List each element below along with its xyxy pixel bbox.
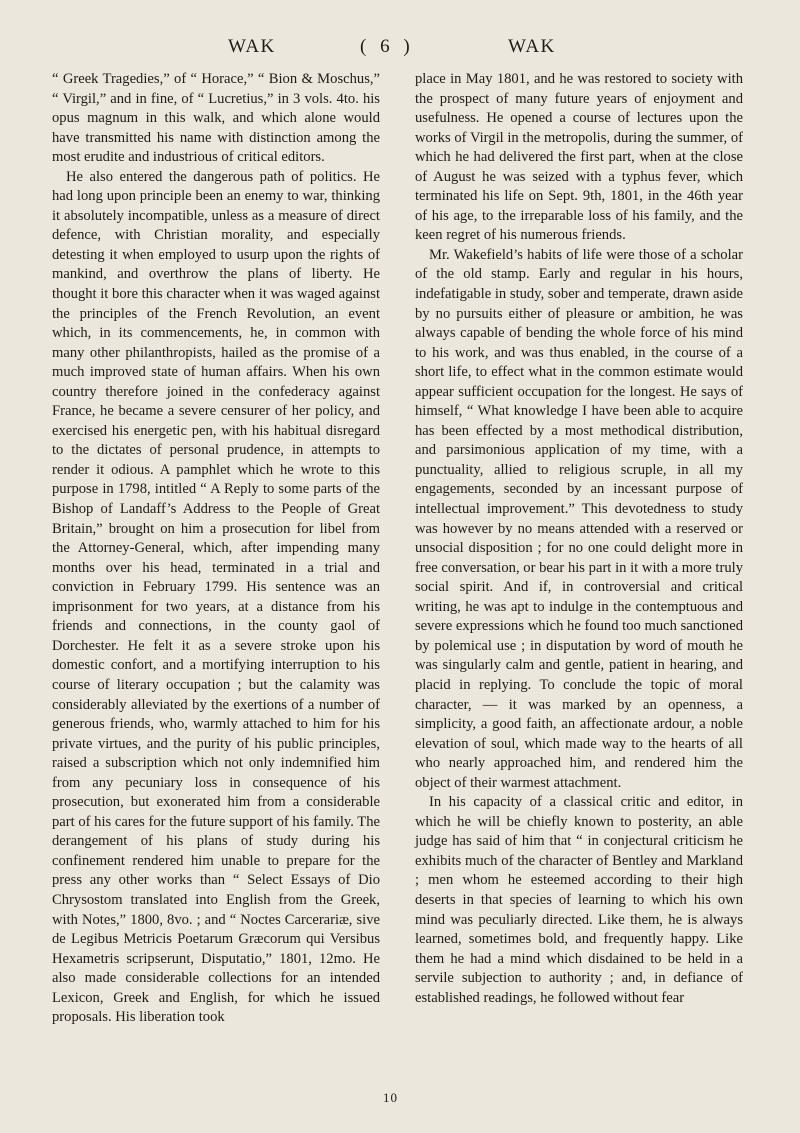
right-paragraph-2: Mr. Wakefield’s habits of life were those of a scholar of the old stamp. Early and regular in his hours, indefatigable in study, sober and temperate, drawn aside by no pursuits either of pleasure or ambition, he was always capable of bending the whole force of his mind to his work, and was thus enabled, in the course of a short life, to effect what in the common estimate would appear sufficient occupation for the longest. He says of himself, “ What knowledge I have been able to acquire has been effected by a most methodical distribution, and parsimonious application of my time, with a punctuality, allied to religious scruple, in all my engagements, seconded by an incessant purpose of intellectual improvement.” This devotedness to study was however by no means attended with a reserved or unsocial disposition ; for no one could delight more in free conversation, or bear his part in it with a more truly social spirit. And if, in controversial and critical writing, he was apt to indulge in the contemptuous and severe expressions which he found too much sanctioned by polemical use ; in disputation by word of mouth he was singularly calm and gentle, patient in hearing, and placid in replying. To conclude the topic of moral character, — it was marked by an openness, a simplicity, a good faith, an affectionate ardour, a noble elevation of soul, which made way to the hearts of all who nearly approached him, and rendered him the object of their warmest attachment. xyxy=(415,246,743,791)
running-head xyxy=(0,36,800,66)
left-column xyxy=(52,70,380,1028)
running-head-page-number: ( 6 ) xyxy=(360,36,412,57)
running-head-left: WAK xyxy=(228,36,276,57)
right-column xyxy=(415,70,743,1008)
right-paragraph-3: In his capacity of a classical critic and editor, in which he will be chiefly known to posterity, an able judge has said of him that “ in conjectural criticism he exhibits much of the character of Bentley and Markland ; men whom he esteemed according to their high deserts in that species of learning to which his own mind was peculiarly directed. Like them, he is always learned, sometimes bold, and frequently happy. Like them he had a mind which disdained to be held in a servile subjection to authority ; and, in defiance of established readings, he followed without fear xyxy=(415,794,743,1006)
running-head-right: WAK xyxy=(508,36,556,57)
folio-signature: 10 xyxy=(383,1090,398,1105)
left-paragraph-2: He also entered the dangerous path of politics. He had long upon principle been an enemy to war, thinking it absolutely incompatible, unless as a measure of direct defence, with Christian morality, and especially detesting it when employed to usurp upon the rights of mankind, and overthrow the plans of liberty. He thought it bore this character when it was waged against the principles of the French Revolution, an event which, in its commencements, he, in common with many other philanthropists, hailed as the promise of a much improved state of human affairs. When his own country therefore joined in the confederacy against France, he became a severe censurer of her policy, and exercised his energetic pen, with his habitual disregard to the dictates of personal prudence, in attempts to render it odious. A pamphlet which he wrote to this purpose in 1798, intitled “ A Reply to some parts of the Bishop of Landaff’s Address to the People of Great Britain,” brought on him a prosecution for libel from the Attorney-General, which, after impending many months over his head, terminated in a trial and conviction in February 1799. His sentence was an imprisonment for two years, at a distance from his friends and connections, in the county gaol of Dorchester. He felt it as a severe stroke upon his domestic confort, and a mortifying interruption to his course of literary occupation ; but the calamity was considerably alleviated by the exertions of a number of generous friends, who, warmly attached to him for his private virtues, and the purity of his public principles, raised a subscription which not only indemnified him from any pecuniary loss in consequence of his prosecution, but exonerated him from a considerable part of his cares for the future support of his family. The derangement of his plans of study during his confinement rendered him unable to prepare for the press any other works than “ Select Essays of Dio Chrysostom translated into English from the Greek, with Notes,” 1800, 8vo. ; and “ Noctes Carcerariæ, sive de Legibus Metricis Poetarum Græcorum qui Versibus Hexametris scripserunt, Disputatio,” 1801, 12mo. He also made considerable collections for an intended Lexicon, Greek and English, for which he issued proposals. His liberation took xyxy=(52,168,380,1026)
left-paragraph-1: “ Greek Tragedies,” of “ Horace,” “ Bion & Moschus,” “ Virgil,” and in fine, of “ Lucretius,” in 3 vols. 4to. his opus magnum in this walk, and which alone would have transmitted his name with distinction among the most erudite and industrious of critical editors. xyxy=(52,71,380,166)
right-paragraph-1: place in May 1801, and he was restored to society with the prospect of many future years of enjoyment and usefulness. He opened a course of lectures upon the works of Virgil in the metropolis, during the summer, of which he had delivered the first part, when at the close of August he was seized with a typhus fever, which terminated his life on Sept. 9th, 1801, in the 46th year of his age, to the irreparable loss of his family, and the keen regret of his numerous friends. xyxy=(415,71,743,244)
